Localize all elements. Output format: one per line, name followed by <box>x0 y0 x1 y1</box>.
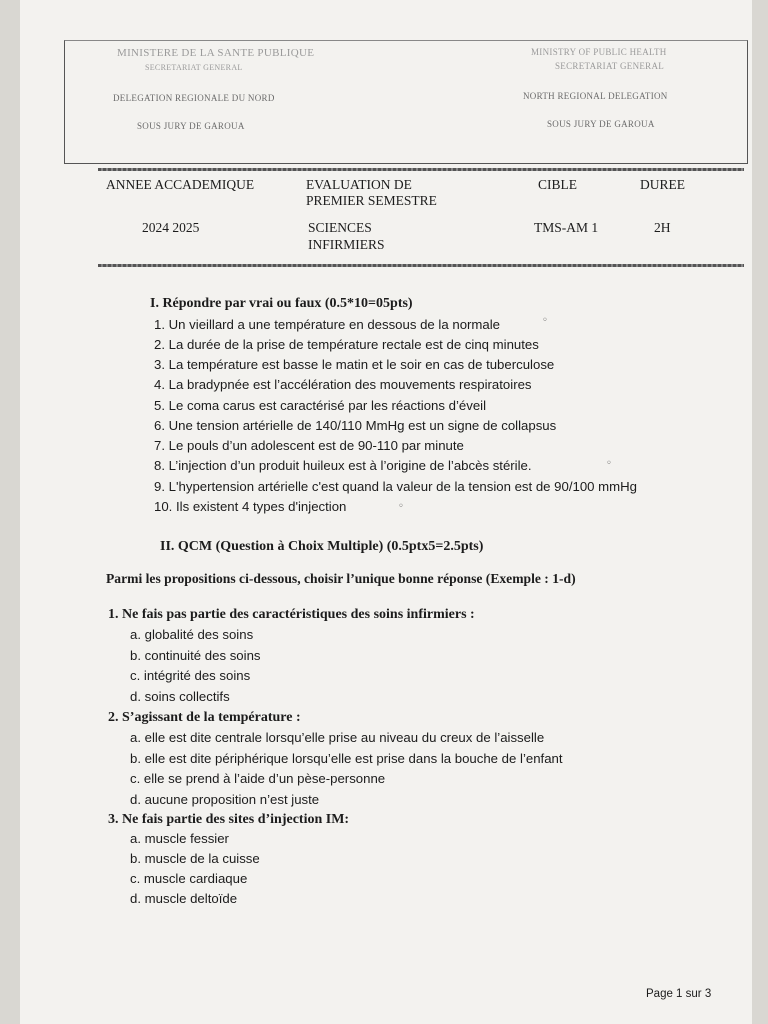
top-rule <box>98 168 744 171</box>
header-right-secretariat: SECRETARIAT GENERAL <box>555 61 665 71</box>
question-2: 2. S’agissant de la température : <box>108 710 301 725</box>
q3-option-c: c. muscle cardiaque <box>130 871 248 886</box>
col-evaluation-value-1: SCIENCES <box>308 220 372 235</box>
header-left-secretariat: SECRETARIAT GENERAL <box>145 63 243 72</box>
tf-item-4: 4. La bradypnée est l’accélération des mouvements respiratoires <box>154 377 532 392</box>
q3-option-b: b. muscle de la cuisse <box>130 851 260 866</box>
q1-option-c: c. intégrité des soins <box>130 668 251 683</box>
exam-sheet: MINISTERE DE LA SANTE PUBLIQUE SECRETARIAT GENERAL DELEGATION REGIONALE DU NORD SOUS JURY DE GAROUA MINISTRY OF PUBLIC HEALTH SECRETARIAT GENERAL NORTH REGIONAL DELEGATION SOUS JURY DE GAROUA ANNEE ACCADEMIQUE 2024 2025 EVALUATION DE PREMIER SEMESTRE SCIENCES INFIRMIERS CIBLE TMS-AM 1 DUREE 2H I. Répondre par vrai ou faux (0.5*10=05pts) 1. Un vieillard a une température en dessous de la normale 2. La durée de la prise de température rectale est de cinq minutes 3. La température est basse le matin et le soir en cas de tuberculose 4. La bradypnée est l’accélération des mouvements respiratoires 5. Le coma carus est caractérisé par les réactions d’éveil 6. Une tension artérielle de 140/110 MmHg est un signe de collapsus 7. Le pouls d’un adolescent est de 90-110 par minute 8. L’injection d’un produit huileux est à l’origine de l’abcès stérile. 9. L'hypertension artérielle c'est quand la valeur de la tension est de 90/100 mmHg 10. Ils existent 4 types d'injection ◦ ◦ ◦ II. QCM (Question à Choix Multiple) (0.5ptx5=2.5pts) Parmi les propositions ci-dessous, choisir l’unique bonne réponse (Exemple : 1-d) 1. Ne fais pas partie des caractéristiques des soins infirmiers : a. globalité des soins b. continuité des soins c. intégrité des soins d. soins collectifs 2. S’agissant de la température : a. elle est dite centrale lorsqu’elle prise au niveau du creux de l’aisselle b. elle est dite périphérique lorsqu’elle est prise dans la bouche de l’enfant c. elle se prend à l’aide d’un pèse-personne d. aucune proposition n’est juste 3. Ne fais partie des sites d’injection IM: a. muscle fessier b. muscle de la cuisse c. muscle cardiaque d. muscle deltoïde Page 1 sur 3 <box>20 0 752 1024</box>
q2-option-c: c. elle se prend à l’aide d’un pèse-personne <box>130 771 386 786</box>
page-number: Page 1 sur 3 <box>646 988 712 1000</box>
tf-item-9: 9. L'hypertension artérielle c'est quand la valeur de la tension est de 90/100 mmHg <box>154 479 638 494</box>
col-evaluation-head-1: EVALUATION DE <box>306 177 412 192</box>
q2-option-b: b. elle est dite périphérique lorsqu’elle est prise dans la bouche de l’enfant <box>130 751 563 766</box>
question-3: 3. Ne fais partie des sites d’injection IM: <box>108 812 350 827</box>
col-academic-year-value: 2024 2025 <box>142 220 200 235</box>
tf-item-10: 10. Ils existent 4 types d'injection <box>154 499 347 514</box>
col-duration-value: 2H <box>654 220 671 235</box>
tf-item-1: 1. Un vieillard a une température en dessous de la normale <box>154 317 501 332</box>
section2-instruction: Parmi les propositions ci-dessous, choisir l’unique bonne réponse (Exemple : 1-d) <box>106 571 576 586</box>
col-target-value: TMS-AM 1 <box>534 220 599 235</box>
q1-option-b: b. continuité des soins <box>130 648 261 663</box>
col-evaluation-value-2: INFIRMIERS <box>308 237 385 252</box>
institution-header <box>64 40 748 164</box>
q3-option-d: d. muscle deltoïde <box>130 891 238 906</box>
header-right-ministry: MINISTRY OF PUBLIC HEALTH <box>531 47 667 57</box>
section1-title: I. Répondre par vrai ou faux (0.5*10=05pts) <box>150 296 413 311</box>
tf-item-3: 3. La température est basse le matin et le soir en cas de tuberculose <box>154 357 555 372</box>
header-left-jury: SOUS JURY DE GAROUA <box>137 121 245 131</box>
bottom-rule <box>98 264 744 267</box>
col-duration-head: DUREE <box>640 177 685 192</box>
tf-item-8: 8. L’injection d’un produit huileux est à l’origine de l’abcès stérile. <box>154 458 532 473</box>
q2-option-a: a. elle est dite centrale lorsqu’elle prise au niveau du creux de l’aisselle <box>130 730 545 745</box>
q3-option-a: a. muscle fessier <box>130 831 229 846</box>
tf-item-7: 7. Le pouls d’un adolescent est de 90-110 par minute <box>154 438 464 453</box>
header-right-jury: SOUS JURY DE GAROUA <box>547 119 655 129</box>
q1-option-a: a. globalité des soins <box>130 627 254 642</box>
q1-option-d: d. soins collectifs <box>130 689 230 704</box>
q2-option-d: d. aucune proposition n’est juste <box>130 792 320 807</box>
col-academic-year-head: ANNEE ACCADEMIQUE <box>106 177 255 192</box>
section2-title: II. QCM (Question à Choix Multiple) (0.5ptx5=2.5pts) <box>160 539 484 554</box>
header-left-ministry: MINISTERE DE LA SANTE PUBLIQUE <box>117 47 315 59</box>
tf-item-5: 5. Le coma carus est caractérisé par les réactions d’éveil <box>154 398 487 413</box>
header-right-delegation: NORTH REGIONAL DELEGATION <box>523 91 668 101</box>
tf-item-6: 6. Une tension artérielle de 140/110 MmHg est un signe de collapsus <box>154 418 557 433</box>
tf-item-2: 2. La durée de la prise de température rectale est de cinq minutes <box>154 337 539 352</box>
col-evaluation-head-2: PREMIER SEMESTRE <box>306 193 437 208</box>
header-left-delegation: DELEGATION REGIONALE DU NORD <box>113 93 275 103</box>
question-1: 1. Ne fais pas partie des caractéristiques des soins infirmiers : <box>108 607 475 622</box>
col-target-head: CIBLE <box>538 177 577 192</box>
